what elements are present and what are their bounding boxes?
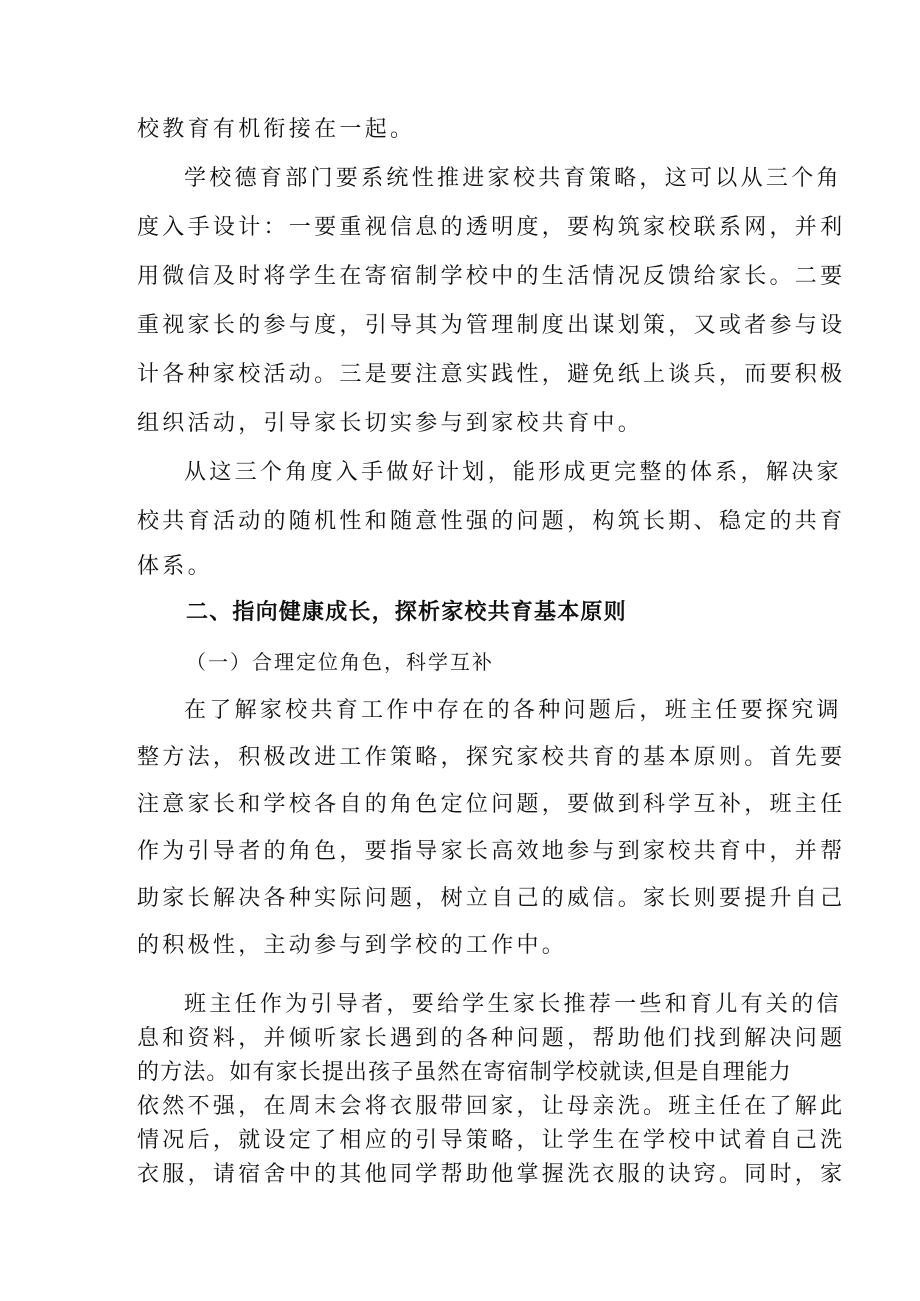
paragraph-line: 计各种家校活动。三是要注意实践性，避免纸上谈兵，而要积极: [137, 362, 846, 387]
paragraph-line: 衣服，请宿舍中的其他同学帮助他掌握洗衣服的诀窍。同时，家: [137, 1162, 846, 1187]
paragraph-line: 的积极性，主动参与到学校的工作中。: [137, 933, 568, 958]
paragraph-line: 校共育活动的随机性和随意性强的问题，构筑长期、稳定的共育: [137, 509, 846, 534]
paragraph-line: 情况后，就设定了相应的引导策略，让学生在学校中试着自己洗: [137, 1128, 846, 1153]
paragraph-line: 助家长解决各种实际问题，树立自己的威信。家长则要提升自己: [137, 886, 846, 911]
section-heading: 二、指向健康成长，探析家校共育基本原则: [186, 600, 627, 625]
paragraph-line: 用微信及时将学生在寄宿制学校中的生活情况反馈给家长。二要: [137, 264, 846, 289]
paragraph-line: 息和资料，并倾听家长遇到的各种问题，帮助他们找到解决问题: [137, 1026, 846, 1051]
paragraph-line: 度入手设计：一要重视信息的透明度，要构筑家校联系网，并利: [137, 215, 846, 240]
paragraph-line: 注意家长和学校各自的角色定位问题，要做到科学互补，班主任: [137, 792, 846, 817]
paragraph-line: 整方法，积极改进工作策略，探究家校共育的基本原则。首先要: [137, 745, 846, 770]
paragraph-line: 在了解家校共育工作中存在的各种问题后，班主任要探究调: [184, 698, 842, 723]
paragraph-line: 组织活动，引导家长切实参与到家校共育中。: [137, 411, 644, 436]
paragraph-line: 作为引导者的角色，要指导家长高效地参与到家校共育中，并帮: [137, 839, 846, 864]
paragraph-line: 的方法。如有家长提出孩子虽然在寄宿制学校就读,但是自理能力: [137, 1060, 792, 1085]
paragraph-line: 重视家长的参与度，引导其为管理制度出谋划策，又或者参与设: [137, 313, 846, 338]
paragraph-line: 从这三个角度入手做好计划，能形成更完整的体系，解决家: [184, 460, 842, 485]
paragraph-line: 体系。: [137, 554, 213, 579]
paragraph-line: 班主任作为引导者，要给学生家长推荐一些和育儿有关的信: [184, 992, 842, 1017]
subsection-heading: （一）合理定位角色，科学互补: [186, 650, 494, 674]
paragraph-line: 依然不强，在周末会将衣服带回家，让母亲洗。班主任在了解此: [137, 1094, 846, 1119]
paragraph-line: 校教育有机衔接在一起。: [137, 117, 416, 142]
paragraph-line: 学校德育部门要系统性推进家校共育策略，这可以从三个角: [184, 166, 842, 191]
